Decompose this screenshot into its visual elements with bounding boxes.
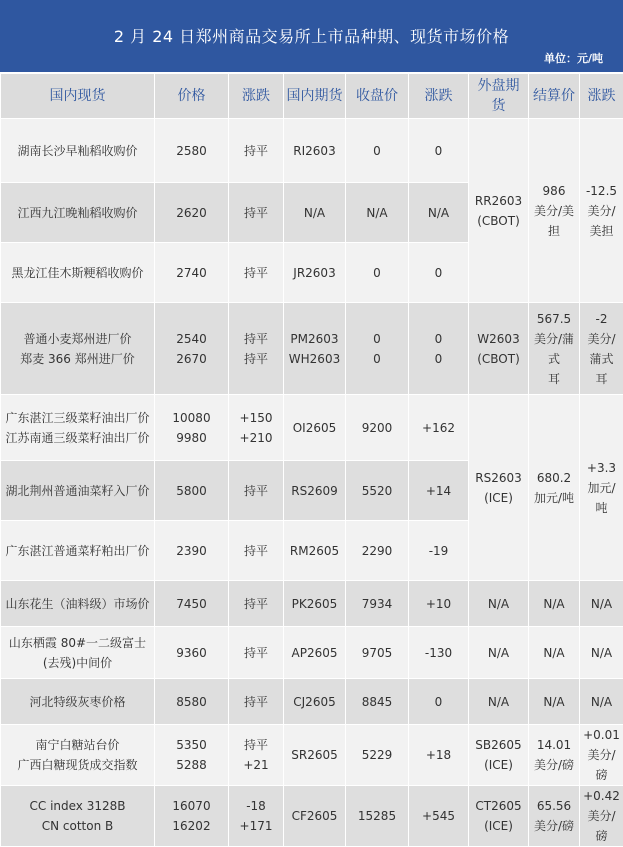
table-row	[1, 786, 623, 847]
cell-future-change: N/A	[409, 183, 469, 243]
cell-future-change: 0 0	[409, 303, 469, 395]
cell-price: 2740	[155, 243, 229, 303]
cell-future: OI2605	[284, 395, 346, 461]
cell-spot: 广东湛江普通菜籽粕出厂价	[1, 521, 155, 581]
cell-settle: N/A	[529, 679, 580, 725]
col-header-foreign-change: 涨跌	[580, 74, 623, 119]
cell-spot: 普通小麦郑州进厂价 郑麦 366 郑州进厂价	[1, 303, 155, 395]
cell-price: 7450	[155, 581, 229, 627]
cell-change: 持平	[229, 627, 284, 679]
cell-spot: 黑龙江佳木斯粳稻收购价	[1, 243, 155, 303]
col-header-settle: 结算价	[529, 74, 580, 119]
cell-close: 9705	[346, 627, 409, 679]
table-header-row	[1, 74, 623, 119]
table-row	[1, 303, 623, 395]
cell-settle: N/A	[529, 581, 580, 627]
cell-future: CF2605	[284, 786, 346, 847]
cell-close: 0 0	[346, 303, 409, 395]
col-header-foreign-future: 外盘期货	[469, 74, 529, 119]
cell-foreign-change: -2 美分/蒲式 耳	[580, 303, 623, 395]
cell-price: 2580	[155, 119, 229, 183]
cell-close: 9200	[346, 395, 409, 461]
table-row	[1, 679, 623, 725]
cell-close: 15285	[346, 786, 409, 847]
cell-settle: 567.5 美分/蒲式 耳	[529, 303, 580, 395]
cell-settle: 680.2 加元/吨	[529, 395, 580, 581]
cell-spot: 江西九江晚籼稻收购价	[1, 183, 155, 243]
cell-future-change: +18	[409, 725, 469, 786]
page-header	[0, 0, 623, 72]
cell-settle: 986 美分/美担	[529, 119, 580, 303]
table-row	[1, 395, 623, 461]
col-header-close: 收盘价	[346, 74, 409, 119]
cell-future-change: -130	[409, 627, 469, 679]
cell-future: PK2605	[284, 581, 346, 627]
cell-close: 2290	[346, 521, 409, 581]
cell-price: 16070 16202	[155, 786, 229, 847]
cell-close: 0	[346, 243, 409, 303]
cell-spot: 广东湛江三级菜籽油出厂价 江苏南通三级菜籽油出厂价	[1, 395, 155, 461]
cell-change: 持平	[229, 183, 284, 243]
cell-foreign-change: +0.01 美分/磅	[580, 725, 623, 786]
cell-future-change: +14	[409, 461, 469, 521]
cell-future: AP2605	[284, 627, 346, 679]
cell-foreign-future: N/A	[469, 581, 529, 627]
page-title: 2 月 24 日郑州商品交易所上市品种期、现货市场价格	[0, 24, 623, 47]
cell-price: 2620	[155, 183, 229, 243]
cell-future-change: -19	[409, 521, 469, 581]
cell-future: PM2603 WH2603	[284, 303, 346, 395]
cell-change: 持平	[229, 119, 284, 183]
cell-foreign-future: RR2603 (CBOT)	[469, 119, 529, 303]
cell-future: RM2605	[284, 521, 346, 581]
col-header-spot: 国内现货	[1, 74, 155, 119]
cell-price: 5800	[155, 461, 229, 521]
cell-price: 2390	[155, 521, 229, 581]
cell-change: 持平	[229, 243, 284, 303]
cell-change: 持平 持平	[229, 303, 284, 395]
cell-future-change: +545	[409, 786, 469, 847]
cell-future-change: +162	[409, 395, 469, 461]
unit-label: 单位：元/吨	[544, 50, 603, 66]
cell-price: 2540 2670	[155, 303, 229, 395]
cell-foreign-future: W2603 (CBOT)	[469, 303, 529, 395]
cell-future: SR2605	[284, 725, 346, 786]
cell-foreign-change: +3.3 加元/吨	[580, 395, 623, 581]
cell-price: 8580	[155, 679, 229, 725]
price-table	[0, 73, 623, 847]
cell-foreign-change: +0.42 美分/磅	[580, 786, 623, 847]
cell-foreign-future: RS2603 (ICE)	[469, 395, 529, 581]
cell-spot: 湖南长沙早籼稻收购价	[1, 119, 155, 183]
col-header-price: 价格	[155, 74, 229, 119]
cell-settle: 65.56 美分/磅	[529, 786, 580, 847]
cell-price: 10080 9980	[155, 395, 229, 461]
cell-close: 8845	[346, 679, 409, 725]
col-header-future: 国内期货	[284, 74, 346, 119]
cell-foreign-future: N/A	[469, 679, 529, 725]
cell-future: N/A	[284, 183, 346, 243]
cell-foreign-change: N/A	[580, 679, 623, 725]
cell-spot: 南宁白糖站台价 广西白糖现货成交指数	[1, 725, 155, 786]
cell-price: 5350 5288	[155, 725, 229, 786]
table-row	[1, 119, 623, 183]
cell-spot: 山东栖霞 80#一二级富士 (去残)中间价	[1, 627, 155, 679]
cell-foreign-future: N/A	[469, 627, 529, 679]
table-row	[1, 627, 623, 679]
cell-change: 持平	[229, 679, 284, 725]
cell-price: 9360	[155, 627, 229, 679]
cell-foreign-future: CT2605 (ICE)	[469, 786, 529, 847]
cell-close: 7934	[346, 581, 409, 627]
cell-foreign-change: N/A	[580, 581, 623, 627]
cell-future-change: +10	[409, 581, 469, 627]
cell-spot: 河北特级灰枣价格	[1, 679, 155, 725]
cell-change: 持平	[229, 461, 284, 521]
cell-change: 持平	[229, 521, 284, 581]
cell-future: JR2603	[284, 243, 346, 303]
cell-close: 0	[346, 119, 409, 183]
cell-future: RI2603	[284, 119, 346, 183]
table-row	[1, 581, 623, 627]
table-row	[1, 725, 623, 786]
col-header-future-change: 涨跌	[409, 74, 469, 119]
cell-close: N/A	[346, 183, 409, 243]
cell-change: -18 +171	[229, 786, 284, 847]
col-header-change: 涨跌	[229, 74, 284, 119]
cell-close: 5520	[346, 461, 409, 521]
cell-future-change: 0	[409, 243, 469, 303]
cell-future: CJ2605	[284, 679, 346, 725]
cell-close: 5229	[346, 725, 409, 786]
cell-future-change: 0	[409, 119, 469, 183]
cell-change: 持平	[229, 581, 284, 627]
cell-future: RS2609	[284, 461, 346, 521]
cell-foreign-change: -12.5 美分/美担	[580, 119, 623, 303]
cell-future-change: 0	[409, 679, 469, 725]
cell-spot: 湖北荆州普通油菜籽入厂价	[1, 461, 155, 521]
cell-spot: CC index 3128B CN cotton B	[1, 786, 155, 847]
cell-settle: N/A	[529, 627, 580, 679]
cell-foreign-change: N/A	[580, 627, 623, 679]
cell-change: +150 +210	[229, 395, 284, 461]
cell-change: 持平 +21	[229, 725, 284, 786]
cell-settle: 14.01 美分/磅	[529, 725, 580, 786]
cell-foreign-future: SB2605 (ICE)	[469, 725, 529, 786]
cell-spot: 山东花生（油料级）市场价	[1, 581, 155, 627]
